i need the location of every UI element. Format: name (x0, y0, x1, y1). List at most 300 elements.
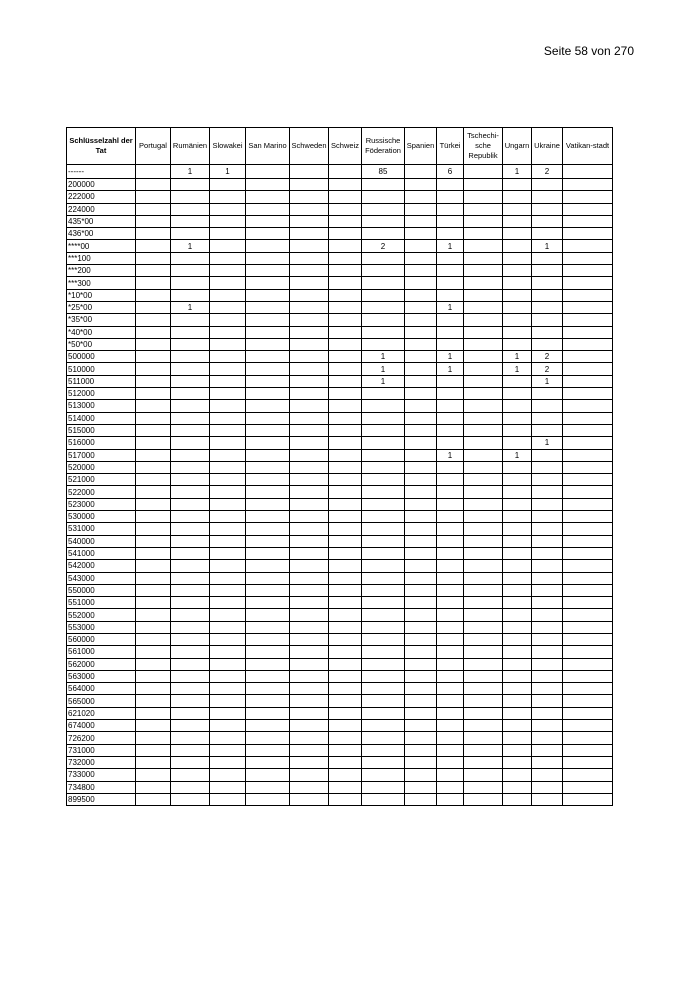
count-cell (532, 560, 563, 572)
key-cell: *50*00 (67, 338, 136, 350)
count-cell (405, 388, 437, 400)
count-cell (437, 658, 464, 670)
table-header-row (67, 128, 613, 165)
count-cell (171, 252, 210, 264)
column-header-vatikanstadt: Vatikan-stadt (563, 128, 613, 165)
count-cell (362, 252, 405, 264)
count-cell (503, 388, 532, 400)
key-cell: 435*00 (67, 215, 136, 227)
count-cell (210, 720, 246, 732)
table-row (67, 277, 613, 289)
count-cell (437, 584, 464, 596)
count-cell: 1 (532, 240, 563, 252)
table-row (67, 351, 613, 363)
count-cell (136, 560, 171, 572)
count-cell (503, 547, 532, 559)
count-cell (210, 474, 246, 486)
count-cell (136, 179, 171, 191)
count-cell (503, 769, 532, 781)
count-cell (329, 424, 362, 436)
count-cell (362, 203, 405, 215)
count-cell: 1 (532, 375, 563, 387)
table-row (67, 265, 613, 277)
count-cell (532, 449, 563, 461)
count-cell (171, 351, 210, 363)
count-cell: 1 (437, 363, 464, 375)
count-cell (362, 277, 405, 289)
count-cell (405, 511, 437, 523)
count-cell (171, 203, 210, 215)
count-cell (405, 633, 437, 645)
count-cell (464, 388, 503, 400)
count-cell (362, 400, 405, 412)
count-cell (532, 179, 563, 191)
count-cell (563, 633, 613, 645)
count-cell (210, 191, 246, 203)
count-cell (563, 597, 613, 609)
count-cell: 1 (437, 351, 464, 363)
count-cell (246, 670, 290, 682)
count-cell (362, 646, 405, 658)
count-cell (136, 277, 171, 289)
count-cell (246, 326, 290, 338)
count-cell (563, 720, 613, 732)
count-cell (136, 646, 171, 658)
count-cell (246, 289, 290, 301)
count-cell (464, 412, 503, 424)
table-row (67, 326, 613, 338)
count-cell (171, 363, 210, 375)
count-cell (171, 424, 210, 436)
count-cell (437, 375, 464, 387)
count-cell (290, 621, 329, 633)
count-cell (329, 388, 362, 400)
count-cell (503, 400, 532, 412)
count-cell (210, 732, 246, 744)
count-cell (503, 412, 532, 424)
count-cell (405, 461, 437, 473)
count-cell (503, 228, 532, 240)
count-cell (532, 474, 563, 486)
count-cell (290, 326, 329, 338)
key-cell: 500000 (67, 351, 136, 363)
count-cell (405, 326, 437, 338)
key-cell: 530000 (67, 511, 136, 523)
count-cell (246, 535, 290, 547)
key-cell: ***300 (67, 277, 136, 289)
count-cell (171, 732, 210, 744)
count-cell (210, 670, 246, 682)
count-cell (437, 646, 464, 658)
count-cell (290, 179, 329, 191)
count-cell (563, 646, 613, 658)
count-cell (405, 547, 437, 559)
count-cell (290, 547, 329, 559)
table-row (67, 769, 613, 781)
count-cell (563, 670, 613, 682)
count-cell (171, 597, 210, 609)
count-cell (210, 523, 246, 535)
key-cell: 436*00 (67, 228, 136, 240)
count-cell (503, 584, 532, 596)
count-cell (246, 301, 290, 313)
count-cell (563, 228, 613, 240)
count-cell (171, 314, 210, 326)
count-cell (210, 781, 246, 793)
count-cell (246, 375, 290, 387)
count-cell (210, 535, 246, 547)
count-cell (503, 265, 532, 277)
count-cell (210, 265, 246, 277)
count-cell (503, 597, 532, 609)
table-row (67, 560, 613, 572)
table-row (67, 179, 613, 191)
count-cell (563, 547, 613, 559)
count-cell (437, 424, 464, 436)
count-cell (464, 165, 503, 179)
count-cell (405, 165, 437, 179)
count-cell (329, 449, 362, 461)
table-row (67, 449, 613, 461)
count-cell (532, 326, 563, 338)
count-cell (464, 252, 503, 264)
count-cell (171, 289, 210, 301)
count-cell (246, 412, 290, 424)
count-cell (437, 289, 464, 301)
count-cell (210, 597, 246, 609)
key-cell: 733000 (67, 769, 136, 781)
count-cell (290, 474, 329, 486)
count-cell (405, 228, 437, 240)
count-cell (563, 252, 613, 264)
count-cell (246, 683, 290, 695)
count-cell (171, 388, 210, 400)
count-cell (464, 683, 503, 695)
table-row (67, 584, 613, 596)
count-cell (362, 732, 405, 744)
count-cell (210, 609, 246, 621)
count-cell (362, 597, 405, 609)
key-cell: 515000 (67, 424, 136, 436)
count-cell (563, 621, 613, 633)
count-cell (136, 461, 171, 473)
count-cell (290, 412, 329, 424)
table-row (67, 203, 613, 215)
count-cell (246, 486, 290, 498)
key-cell: 512000 (67, 388, 136, 400)
count-cell (246, 474, 290, 486)
table-row (67, 695, 613, 707)
count-cell (464, 289, 503, 301)
count-cell (362, 437, 405, 449)
count-cell (210, 793, 246, 805)
count-cell (210, 400, 246, 412)
count-cell (362, 560, 405, 572)
key-cell: ***200 (67, 265, 136, 277)
count-cell (246, 461, 290, 473)
key-cell: 563000 (67, 670, 136, 682)
key-cell: 510000 (67, 363, 136, 375)
count-cell (290, 658, 329, 670)
count-cell (246, 572, 290, 584)
count-cell (171, 338, 210, 350)
count-cell (210, 252, 246, 264)
count-cell (329, 486, 362, 498)
count-cell (405, 437, 437, 449)
key-cell: 540000 (67, 535, 136, 547)
table-row (67, 683, 613, 695)
count-cell (210, 695, 246, 707)
column-header-slowakei: Slowakei (210, 128, 246, 165)
count-cell (437, 388, 464, 400)
count-cell (464, 474, 503, 486)
count-cell (563, 437, 613, 449)
count-cell (210, 621, 246, 633)
table-row (67, 547, 613, 559)
count-cell (210, 437, 246, 449)
count-cell (290, 769, 329, 781)
count-cell (210, 486, 246, 498)
count-cell (329, 165, 362, 179)
count-cell (171, 511, 210, 523)
count-cell (437, 621, 464, 633)
count-cell (246, 277, 290, 289)
count-cell (210, 547, 246, 559)
table-row (67, 338, 613, 350)
table-row (67, 609, 613, 621)
count-cell (171, 228, 210, 240)
column-header-san-marino: San Marino (246, 128, 290, 165)
count-cell (246, 203, 290, 215)
count-cell (246, 523, 290, 535)
count-cell (464, 277, 503, 289)
count-cell (171, 609, 210, 621)
count-cell (290, 609, 329, 621)
count-cell (290, 203, 329, 215)
count-cell (532, 744, 563, 756)
count-cell (329, 646, 362, 658)
count-cell (405, 215, 437, 227)
count-cell (563, 424, 613, 436)
count-cell (171, 179, 210, 191)
count-cell (405, 400, 437, 412)
count-cell (329, 437, 362, 449)
count-cell (210, 301, 246, 313)
count-cell (563, 265, 613, 277)
count-cell: 1 (171, 240, 210, 252)
key-cell: 521000 (67, 474, 136, 486)
count-cell (532, 301, 563, 313)
count-cell (437, 400, 464, 412)
count-cell (464, 215, 503, 227)
count-cell (136, 707, 171, 719)
key-cell: 726200 (67, 732, 136, 744)
count-cell (563, 498, 613, 510)
count-cell (136, 781, 171, 793)
count-cell (136, 314, 171, 326)
count-cell (329, 301, 362, 313)
count-cell (532, 498, 563, 510)
count-cell (290, 265, 329, 277)
count-cell (210, 388, 246, 400)
table-row (67, 535, 613, 547)
key-cell: 517000 (67, 449, 136, 461)
count-cell (503, 633, 532, 645)
count-cell (171, 498, 210, 510)
count-cell (246, 646, 290, 658)
count-cell (563, 560, 613, 572)
count-cell (171, 744, 210, 756)
count-cell (171, 683, 210, 695)
count-cell (405, 621, 437, 633)
count-cell (246, 424, 290, 436)
count-cell (437, 215, 464, 227)
count-cell (563, 179, 613, 191)
count-cell (464, 547, 503, 559)
count-cell (136, 535, 171, 547)
count-cell (136, 793, 171, 805)
count-cell (246, 658, 290, 670)
count-cell (171, 191, 210, 203)
count-cell (246, 621, 290, 633)
count-cell (290, 289, 329, 301)
count-cell (503, 744, 532, 756)
count-cell (136, 683, 171, 695)
count-cell (329, 793, 362, 805)
count-cell (563, 744, 613, 756)
table-row (67, 314, 613, 326)
count-cell (136, 424, 171, 436)
count-cell (246, 179, 290, 191)
count-cell (136, 498, 171, 510)
count-cell (246, 252, 290, 264)
count-cell (210, 572, 246, 584)
count-cell (532, 535, 563, 547)
count-cell (210, 314, 246, 326)
count-cell (290, 351, 329, 363)
count-cell (563, 203, 613, 215)
table-row (67, 720, 613, 732)
table-row (67, 228, 613, 240)
count-cell (329, 314, 362, 326)
count-cell (210, 240, 246, 252)
count-cell (563, 523, 613, 535)
count-cell (246, 547, 290, 559)
column-header-ukraine: Ukraine (532, 128, 563, 165)
count-cell (246, 707, 290, 719)
count-cell (290, 486, 329, 498)
count-cell (532, 646, 563, 658)
count-cell (503, 301, 532, 313)
key-cell: 222000 (67, 191, 136, 203)
count-cell (563, 191, 613, 203)
count-cell (246, 720, 290, 732)
count-cell (563, 165, 613, 179)
count-cell: 1 (437, 301, 464, 313)
count-cell (136, 265, 171, 277)
count-cell (210, 633, 246, 645)
count-cell (464, 375, 503, 387)
count-cell (405, 523, 437, 535)
count-cell (171, 584, 210, 596)
table-row (67, 597, 613, 609)
table-row (67, 756, 613, 768)
count-cell (362, 191, 405, 203)
count-cell (136, 769, 171, 781)
count-cell (329, 351, 362, 363)
count-cell (171, 633, 210, 645)
count-cell (532, 769, 563, 781)
count-cell (329, 670, 362, 682)
count-cell (136, 633, 171, 645)
count-cell (329, 658, 362, 670)
count-cell (464, 707, 503, 719)
count-cell (136, 228, 171, 240)
count-cell (246, 191, 290, 203)
count-cell (532, 486, 563, 498)
count-cell (532, 400, 563, 412)
count-cell (464, 769, 503, 781)
count-cell (437, 769, 464, 781)
count-cell (136, 474, 171, 486)
count-cell (464, 265, 503, 277)
count-cell (437, 597, 464, 609)
count-cell (362, 658, 405, 670)
count-cell (532, 461, 563, 473)
count-cell (503, 756, 532, 768)
count-cell (246, 756, 290, 768)
key-cell: 543000 (67, 572, 136, 584)
count-cell (437, 191, 464, 203)
count-cell (405, 449, 437, 461)
count-cell (290, 633, 329, 645)
count-cell (532, 277, 563, 289)
count-cell (329, 498, 362, 510)
key-cell: 562000 (67, 658, 136, 670)
count-cell (290, 363, 329, 375)
count-cell (503, 326, 532, 338)
count-cell (563, 461, 613, 473)
count-cell (464, 793, 503, 805)
count-cell (437, 535, 464, 547)
count-cell (464, 781, 503, 793)
count-cell (563, 511, 613, 523)
count-cell (532, 228, 563, 240)
count-cell (246, 400, 290, 412)
count-cell (171, 326, 210, 338)
count-cell (290, 449, 329, 461)
table-row (67, 363, 613, 375)
count-cell (171, 400, 210, 412)
count-cell (171, 215, 210, 227)
count-cell (464, 658, 503, 670)
column-header-schweden: Schweden (290, 128, 329, 165)
key-cell: 523000 (67, 498, 136, 510)
count-cell: 2 (532, 165, 563, 179)
count-cell (136, 756, 171, 768)
count-cell (290, 535, 329, 547)
count-cell (136, 523, 171, 535)
count-cell (136, 584, 171, 596)
key-cell: 560000 (67, 633, 136, 645)
count-cell (464, 511, 503, 523)
count-cell (405, 314, 437, 326)
key-cell: 520000 (67, 461, 136, 473)
count-cell (563, 277, 613, 289)
count-cell (464, 744, 503, 756)
count-cell (563, 793, 613, 805)
count-cell (329, 375, 362, 387)
